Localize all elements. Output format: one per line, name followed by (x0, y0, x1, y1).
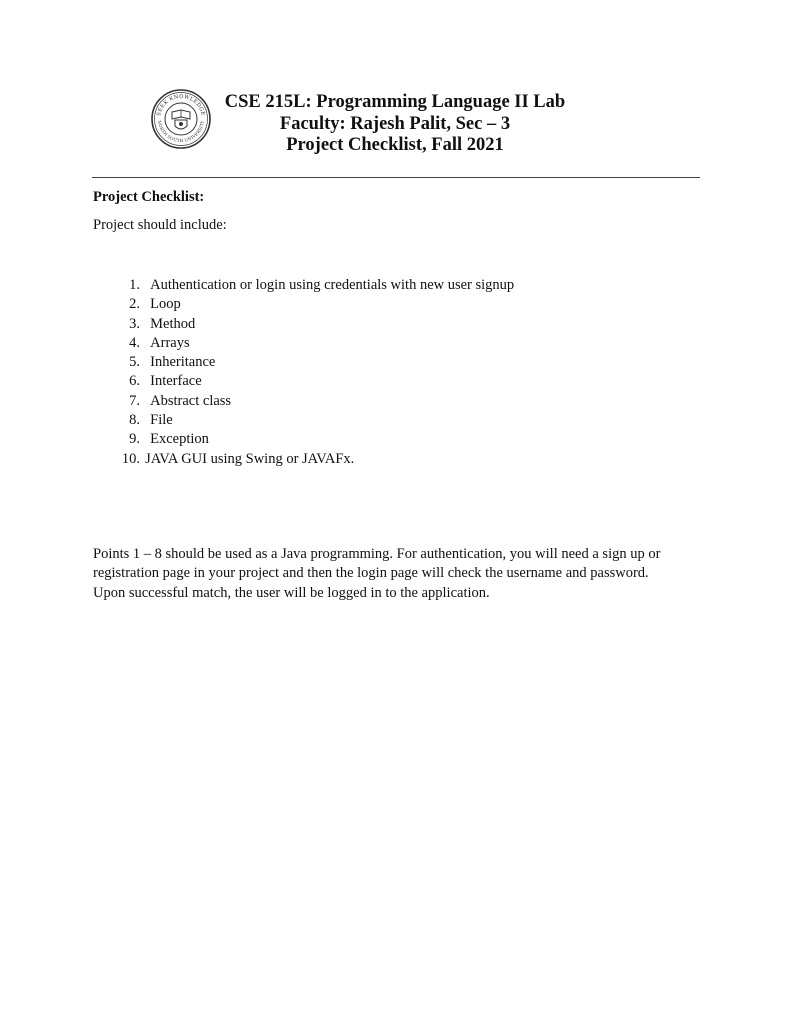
document-title: Project Checklist, Fall 2021 (286, 135, 504, 155)
list-item (112, 295, 514, 314)
list-item (112, 450, 514, 469)
list-item-text: Loop (150, 296, 181, 313)
list-item-text: Method (150, 315, 196, 332)
list-item-number: 5. (129, 354, 140, 371)
logo-bottom-text: NORTH SOUTH UNIVERSITY (156, 120, 205, 144)
list-item (112, 276, 514, 295)
list-item-number: 10. (121, 450, 140, 467)
list-item-number: 2. (129, 296, 140, 313)
list-item-text: Exception (150, 431, 209, 448)
document-header (212, 92, 578, 157)
faculty-line: Faculty: Rajesh Palit, Sec – 3 (279, 113, 511, 134)
list-item (112, 392, 514, 411)
course-title: CSE 215L: Programming Language II Lab (224, 92, 566, 112)
list-item-number: 4. (129, 334, 140, 351)
list-item-text: Abstract class (150, 392, 232, 409)
note-line: Upon successful match, the user will be logged in to the application. (93, 584, 490, 601)
list-item-number: 8. (129, 412, 140, 429)
section-heading: Project Checklist: (93, 189, 205, 205)
list-item-text: Interface (150, 373, 202, 390)
list-item-number: 9. (129, 431, 140, 448)
list-item (112, 372, 514, 391)
list-item-text: Inheritance (150, 354, 216, 371)
intro-text: Project should include: (93, 217, 227, 233)
university-seal-logo (150, 88, 212, 150)
checklist (112, 276, 514, 469)
list-item-text: Arrays (150, 334, 190, 351)
header-divider (92, 177, 700, 178)
list-item-text: JAVA GUI using Swing or JAVAFx. (145, 450, 355, 467)
list-item (112, 411, 514, 430)
list-item-number: 6. (129, 373, 140, 390)
logo-top-text: SEEK KNOWLEDGE (156, 93, 206, 117)
list-item-text: Authentication or login using credentials with new user signup (150, 277, 515, 293)
note-line: registration page in your project and then the login page will check the username and password. (93, 565, 649, 582)
note-paragraph (93, 545, 701, 603)
note-line: Points 1 – 8 should be used as a Java programming. For authentication, you will need a sign up or (93, 546, 661, 562)
list-item (112, 334, 514, 353)
list-item (112, 430, 514, 449)
list-item-number: 3. (129, 315, 140, 332)
list-item-text: File (150, 412, 173, 429)
list-item (112, 353, 514, 372)
list-item (112, 315, 514, 334)
list-item-number: 7. (129, 392, 140, 409)
list-item-number: 1. (129, 277, 140, 293)
